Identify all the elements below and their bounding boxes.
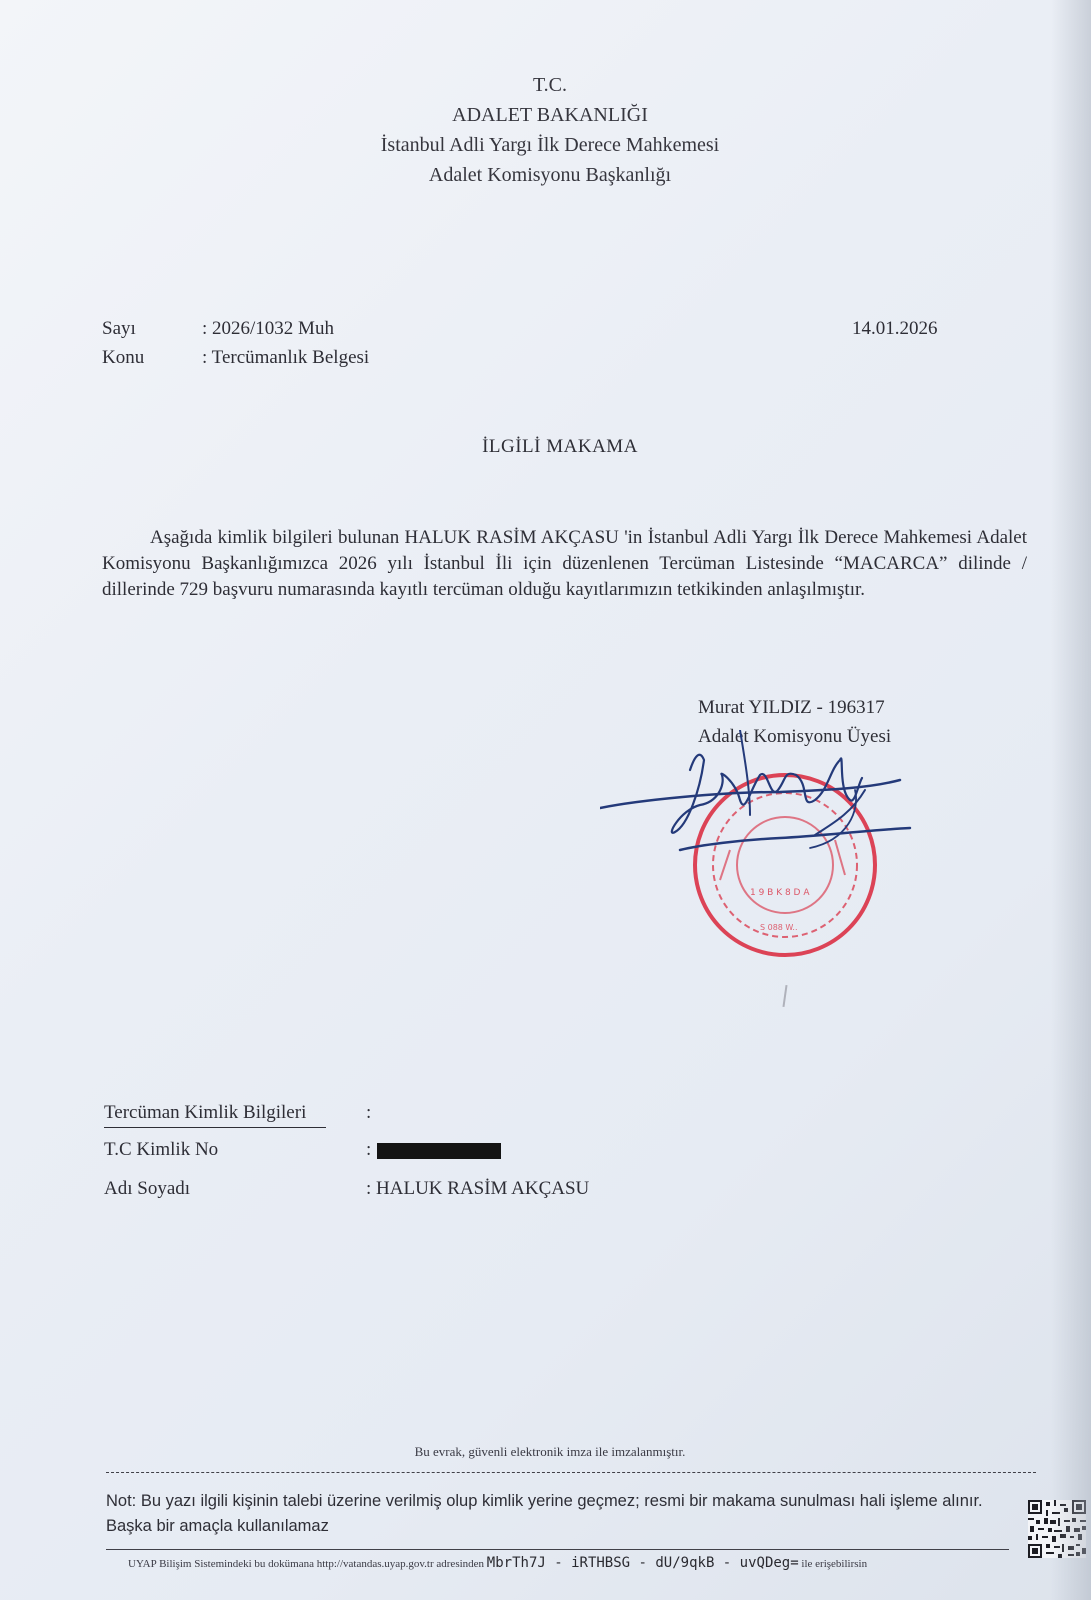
- uyap-prefix: UYAP Bilişim Sistemindeki bu dokümana http://vatandas.uyap.gov.tr adresinden: [128, 1558, 485, 1570]
- tc-row: [104, 1139, 524, 1165]
- sayi-row: [102, 318, 402, 344]
- uyap-code: MbrTh7J - iRTHBSG - dU/9qkB - uvQDeg=: [486, 1555, 799, 1571]
- name-value: : HALUK RASİM AKÇASU: [366, 1178, 590, 1199]
- e-signature-notice: Bu evrak, güvenli elektronik imza ile imzalanmıştır.: [414, 1444, 686, 1459]
- redaction-bar: [377, 1143, 501, 1159]
- signature-icon: [600, 730, 910, 850]
- letterhead: [0, 70, 1091, 190]
- tc-colon: :: [366, 1139, 372, 1160]
- uyap-verification: [128, 1555, 867, 1571]
- header-commission: Adalet Komisyonu Başkanlığı: [428, 164, 672, 186]
- tc-label: T.C Kimlik No: [104, 1139, 219, 1160]
- header-court: İstanbul Adli Yargı İlk Derece Mahkemesi: [380, 134, 720, 156]
- header-tc: T.C.: [532, 74, 568, 96]
- paper-mark: [782, 985, 787, 1007]
- salutation: İLGİLİ MAKAMA: [482, 436, 638, 457]
- tc-value: [366, 1139, 501, 1161]
- svg-text:S 088 W..: S 088 W..: [760, 923, 798, 932]
- konu-row: [102, 347, 422, 373]
- svg-text:1 9 B K 8 D A: 1 9 B K 8 D A: [750, 888, 810, 898]
- identity-section-title: Tercüman Kimlik Bilgileri: [104, 1102, 326, 1128]
- qr-code-icon[interactable]: [1028, 1500, 1086, 1558]
- uyap-suffix: ile erişebilirsin: [801, 1558, 868, 1570]
- dashed-divider: [106, 1472, 1036, 1473]
- identity-section-colon: :: [366, 1102, 372, 1123]
- name-row: [104, 1178, 664, 1204]
- sayi-value: : 2026/1032 Muh: [202, 318, 334, 339]
- name-label: Adı Soyadı: [104, 1178, 191, 1199]
- body-paragraph: Aşağıda kimlik bilgileri bulunan HALUK RASİM AKÇASU 'in İstanbul Adli Yargı İlk Derece Mahkemesi Adalet Komisyonu Başkanlığımızca 2026 yılı İstanbul İli için düzenlenen Tercüman Listesinde “MACARCA” dilinde / dillerinde 729 başvuru numarasında kayıtlı tercüman olduğu kayıtlarımızın tetkikinden anlaşılmıştır.: [102, 527, 1027, 600]
- seal-and-signature: [600, 730, 930, 970]
- header-ministry: ADALET BAKANLIĞI: [452, 104, 648, 126]
- footer-note: Not: Bu yazı ilgili kişinin talebi üzerine verilmiş olup kimlik yerine geçmez; resmi bir makama sunulması hali işleme alınır. Başka bir amaçla kullanılamaz: [106, 1492, 983, 1535]
- konu-value: : Tercümanlık Belgesi: [202, 347, 370, 368]
- official-seal-icon: [695, 775, 875, 955]
- konu-label: Konu: [102, 347, 145, 368]
- signer-name: Murat YILDIZ - 196317: [698, 697, 885, 718]
- signer-title: Adalet Komisyonu Üyesi: [698, 726, 892, 747]
- document-date: 14.01.2026: [852, 318, 938, 339]
- sayi-label: Sayı: [102, 318, 136, 339]
- solid-divider: [106, 1549, 1009, 1550]
